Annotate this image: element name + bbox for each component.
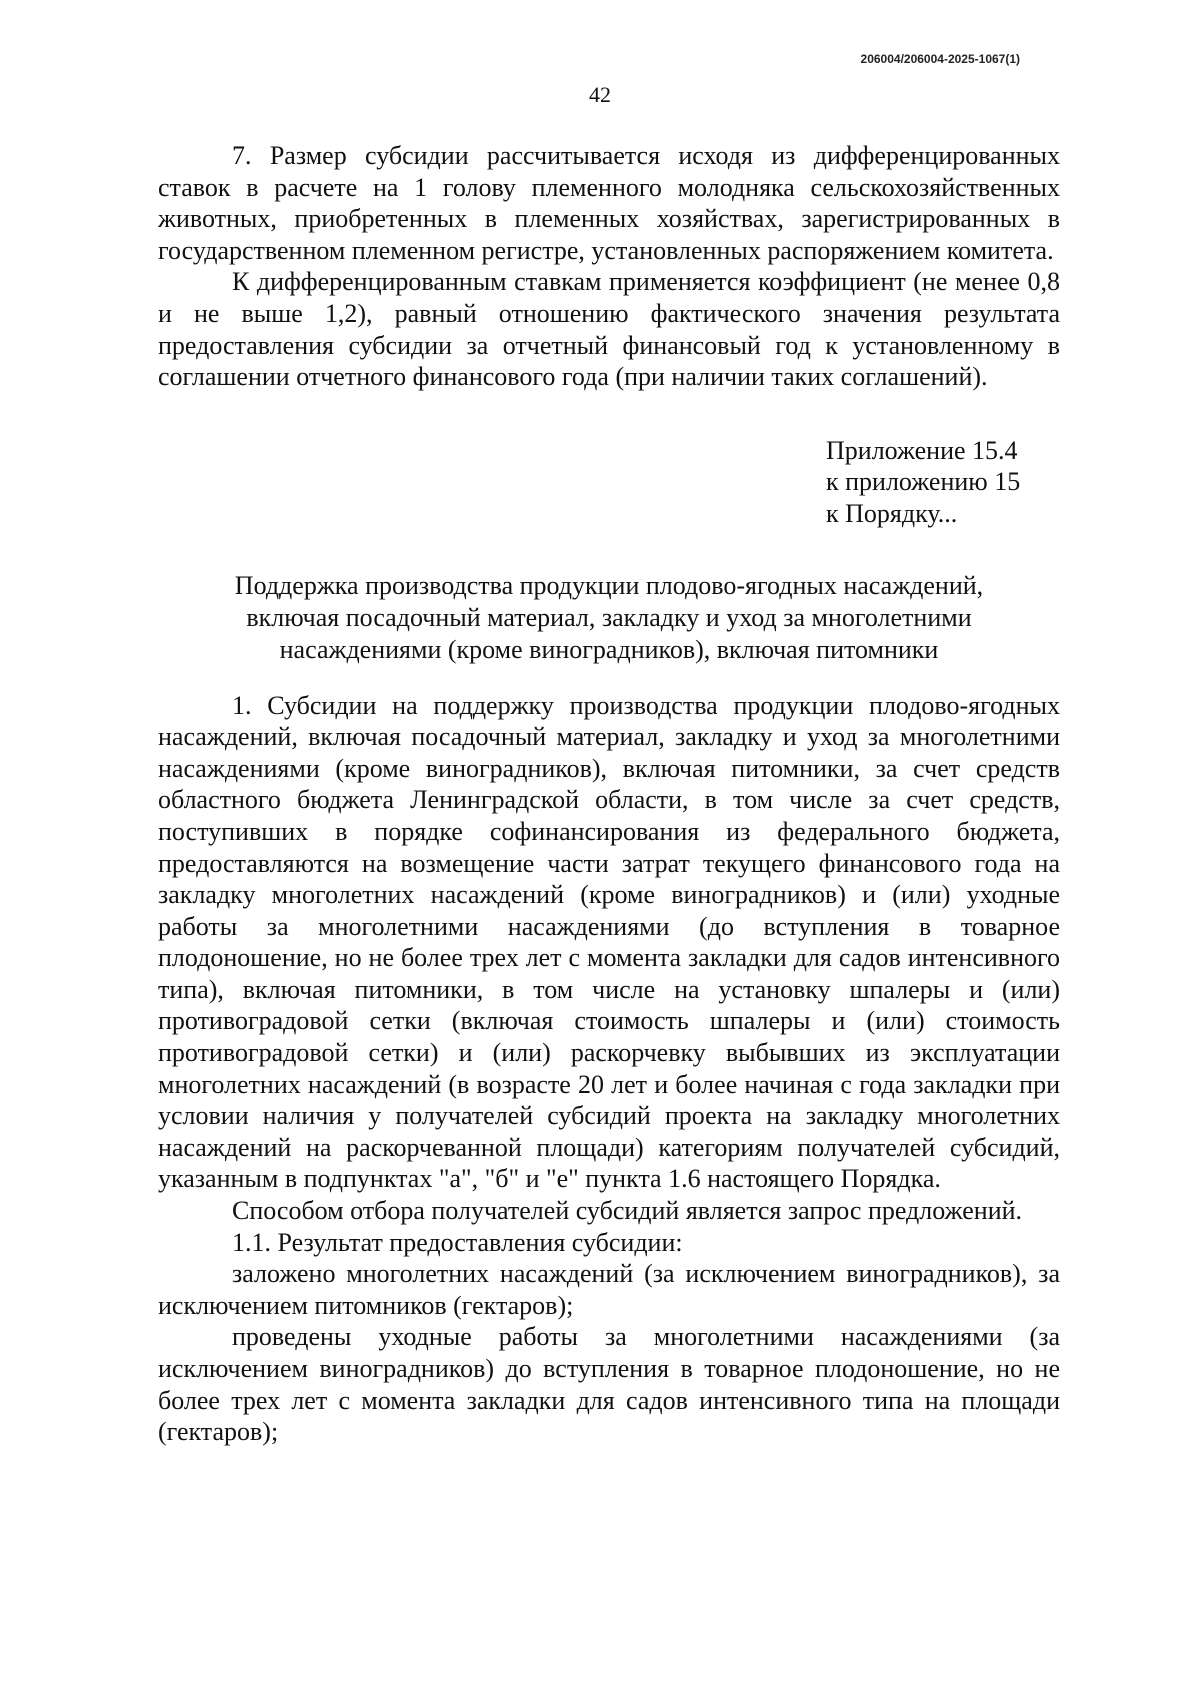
appendix-line-1: Приложение 15.4 <box>826 435 1018 465</box>
section7-paragraph-1: 7. Размер субсидии рассчитывается исходя из дифференцированных ставок в расчете на 1 голову племенного молодняка сельскохозяйственных животных, приобретенных в племенных хозяйствах, зарегистрированных в государственном племенном регистре, установленных распоряжением комитета. <box>158 141 1060 265</box>
appendix-line-3: к Порядку... <box>826 498 958 528</box>
section-title <box>158 570 1060 666</box>
section7-paragraph-2: К дифференцированным ставкам применяется коэффициент (не менее 0,8 и не выше 1,2), равный отношению фактического значения результата предоставления субсидии за отчетный финансовый год к установленному в соглашении отчетного финансового года (при наличии таких соглашений). <box>158 267 1060 392</box>
section1-paragraph-2: Способом отбора получателей субсидий является запрос предложений. <box>232 1196 1023 1226</box>
title-line-2: включая посадочный материал, закладку и уход за многолетними <box>246 602 972 632</box>
page-number: 42 <box>589 82 611 107</box>
title-line-3: насаждениями (кроме виноградников), включая питомники <box>279 634 939 664</box>
document-id: 206004/206004-2025-1067(1) <box>860 52 1020 66</box>
section1-paragraph-5: проведены уходные работы за многолетними насаждениями (за исключением виноградников) до вступления в товарное плодоношение, но не более трех лет с момента закладки для садов интенсивного типа на площади (гектаров); <box>158 1322 1060 1447</box>
section1-paragraph-3: 1.1. Результат предоставления субсидии: <box>232 1227 683 1257</box>
title-line-1: Поддержка производства продукции плодово-ягодных насаждений, <box>234 570 984 600</box>
appendix-line-2: к приложению 15 <box>826 467 1021 497</box>
section1-paragraph-1: 1. Субсидии на поддержку производства продукции плодово-ягодных насаждений, включая посадочный материал, закладку и уход за многолетними насаждениями (кроме виноградников), включая питомники, за счет средств областного бюджета Ленинградской области, в том числе за счет средств, поступивших в порядке софинансирования из федерального бюджета, предоставляются на возмещение части затрат текущего финансового года на закладку многолетних насаждений (кроме виноградников) и (или) уходные работы за многолетними насаждениями (до вступления в товарное плодоношение, но не более трех лет с момента закладки для садов интенсивного типа), включая питомники, в том числе на установку шпалеры и (или) противоградовой сетки (включая стоимость шпалеры и (или) стоимость противоградовой сетки) и (или) раскорчевку выбывших из эксплуатации многолетних насаждений (в возрасте 20 лет и более начиная с года закладки при условии наличия у получателей субсидий проекта на закладку многолетних насаждений на раскорчеванной площади) категориям получателей субсидий, указанным в подпунктах "а", "б" и "е" пункта 1.6 настоящего Порядка. <box>158 690 1060 1194</box>
document-body <box>158 140 1060 1448</box>
appendix-reference <box>826 435 1060 530</box>
section1-paragraph-4: заложено многолетних насаждений (за исключением виноградников), за исключением питомников (гектаров); <box>158 1259 1060 1320</box>
